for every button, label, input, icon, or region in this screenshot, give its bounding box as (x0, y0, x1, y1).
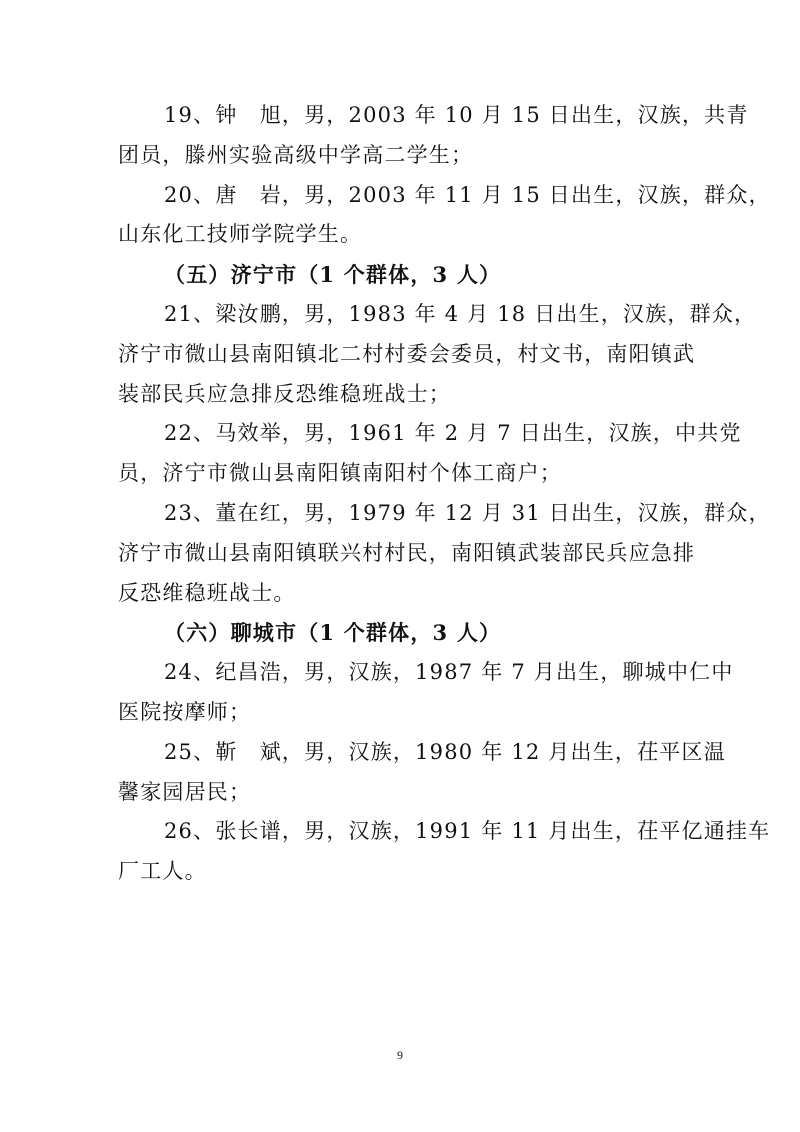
entry-20 (118, 176, 771, 256)
section-heading-liaocheng (118, 613, 690, 653)
section-heading-text: （五）济宁市（1 个群体，3 人） (164, 262, 502, 288)
entry-line: 员，济宁市微山县南阳镇南阳村个体工商户； (118, 461, 562, 486)
section-heading-text: （六）聊城市（1 个群体，3 人） (164, 620, 502, 646)
entry-line: 装部民兵应急排反恐维稳班战士； (118, 381, 451, 406)
entry-line: 24、纪昌浩，男，汉族，1987 年 7 月出生，聊城中仁中 (164, 660, 734, 685)
entry-line: 医院按摩师； (118, 699, 252, 724)
entry-line: 济宁市微山县南阳镇联兴村村民，南阳镇武装部民兵应急排 (118, 540, 696, 565)
entry-line: 团员，滕州实验高级中学高二学生； (118, 142, 474, 167)
entry-line: 济宁市微山县南阳镇北二村村委会委员，村文书，南阳镇武 (118, 341, 696, 366)
entry-line: 19、钟 旭，男，2003 年 10 月 15 日出生，汉族，共青 (164, 103, 749, 127)
page-number: 9 (397, 1048, 403, 1062)
entry-21 (118, 295, 757, 414)
entry-line: 22、马效举，男，1961 年 2 月 7 日出生，汉族，中共党 (164, 421, 742, 446)
entry-line: 20、唐 岩，男，2003 年 11 月 15 日出生，汉族，群众， (164, 182, 771, 207)
entry-24 (118, 653, 734, 733)
entry-22 (118, 414, 742, 494)
entry-26 (118, 812, 771, 892)
entry-line: 反恐维稳班战士。 (118, 580, 296, 605)
section-heading-jining (118, 255, 690, 295)
entry-line: 馨家园居民； (118, 779, 252, 804)
entry-line: 厂工人。 (118, 859, 207, 884)
entry-line: 26、张长谱，男，汉族，1991 年 11 月出生，茌平亿通挂车 (164, 819, 771, 844)
entry-23 (118, 494, 771, 613)
entry-line: 21、梁汝鹏，男，1983 年 4 月 18 日出生，汉族，群众， (164, 301, 757, 326)
entry-25 (118, 733, 726, 813)
document-body (118, 96, 771, 892)
entry-line: 23、董在红，男，1979 年 12 月 31 日出生，汉族，群众， (164, 500, 771, 525)
entry-19 (118, 96, 749, 176)
entry-line: 山东化工技师学院学生。 (118, 222, 363, 247)
entry-line: 25、靳 斌，男，汉族，1980 年 12 月出生，茌平区温 (164, 739, 726, 764)
